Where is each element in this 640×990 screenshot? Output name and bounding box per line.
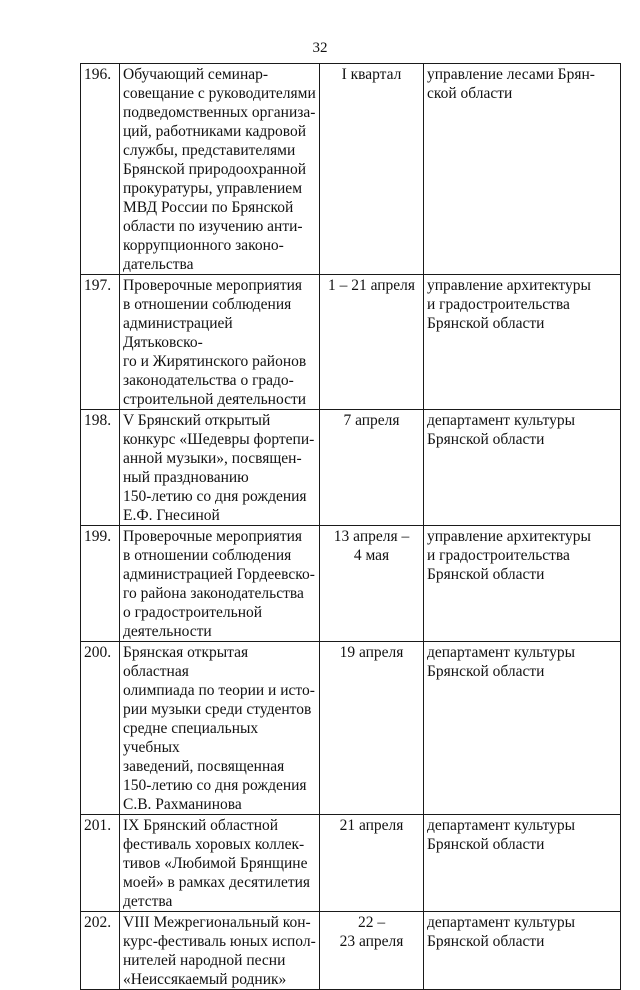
table-row bbox=[81, 815, 621, 912]
event-date: 7 апреля bbox=[320, 410, 424, 526]
event-date: 1 – 21 апреля bbox=[320, 275, 424, 410]
event-date: 13 апреля – 4 мая bbox=[320, 526, 424, 642]
table-row bbox=[81, 642, 621, 815]
event-responsible: департамент культуры Брянской области bbox=[424, 912, 621, 990]
event-responsible: управление архитектуры и градостроительства Брянской области bbox=[424, 526, 621, 642]
event-title: V Брянский открытый конкурс «Шедевры фортепи- анной музыки», посвящен- ный празднованию 150-летию со дня рождения Е.Ф. Гнесиной bbox=[120, 410, 320, 526]
row-number: 201. bbox=[81, 815, 120, 912]
row-number: 200. bbox=[81, 642, 120, 815]
event-date: 22 – 23 апреля bbox=[320, 912, 424, 990]
event-date: 21 апреля bbox=[320, 815, 424, 912]
event-date: I квартал bbox=[320, 64, 424, 275]
table-row bbox=[81, 64, 621, 275]
event-date: 19 апреля bbox=[320, 642, 424, 815]
row-number: 198. bbox=[81, 410, 120, 526]
row-number: 197. bbox=[81, 275, 120, 410]
event-responsible: управление лесами Брян- ской области bbox=[424, 64, 621, 275]
page-number: 32 bbox=[312, 40, 328, 56]
events-table bbox=[80, 63, 621, 990]
event-title: Обучающий семинар- совещание с руководителями подведомственных организа- ций, работниками кадровой службы, представителями Брянской природоохранной прокуратуры, управлением МВД России по Брянской области по изучению анти- коррупционного законо- дательства bbox=[120, 64, 320, 275]
row-number: 199. bbox=[81, 526, 120, 642]
table-row bbox=[81, 912, 621, 990]
event-responsible: управление архитектуры и градостроительства Брянской области bbox=[424, 275, 621, 410]
event-title: VIII Межрегиональный кон- курс-фестиваль юных испол- нителей народной песни «Неиссякаемый родник» bbox=[120, 912, 320, 990]
event-title: IX Брянский областной фестиваль хоровых коллек- тивов «Любимой Брянщине моей» в рамках десятилетия детства bbox=[120, 815, 320, 912]
row-number: 202. bbox=[81, 912, 120, 990]
table-row bbox=[81, 526, 621, 642]
event-title: Брянская открытая областная олимпиада по теории и исто- рии музыки среди студентов средне специальных учебных заведений, посвященная 150-летию со дня рождения С.В. Рахманинова bbox=[120, 642, 320, 815]
event-responsible: департамент культуры Брянской области bbox=[424, 642, 621, 815]
event-responsible: департамент культуры Брянской области bbox=[424, 410, 621, 526]
event-responsible: департамент культуры Брянской области bbox=[424, 815, 621, 912]
event-title: Проверочные мероприятия в отношении соблюдения администрацией Гордеевско- го района законодательства о градостроительной деятельности bbox=[120, 526, 320, 642]
event-title: Проверочные мероприятия в отношении соблюдения администрацией Дятьковско- го и Жирятинского районов законодательства о градо- строительной деятельности bbox=[120, 275, 320, 410]
table-row bbox=[81, 410, 621, 526]
table-row bbox=[81, 275, 621, 410]
row-number: 196. bbox=[81, 64, 120, 275]
